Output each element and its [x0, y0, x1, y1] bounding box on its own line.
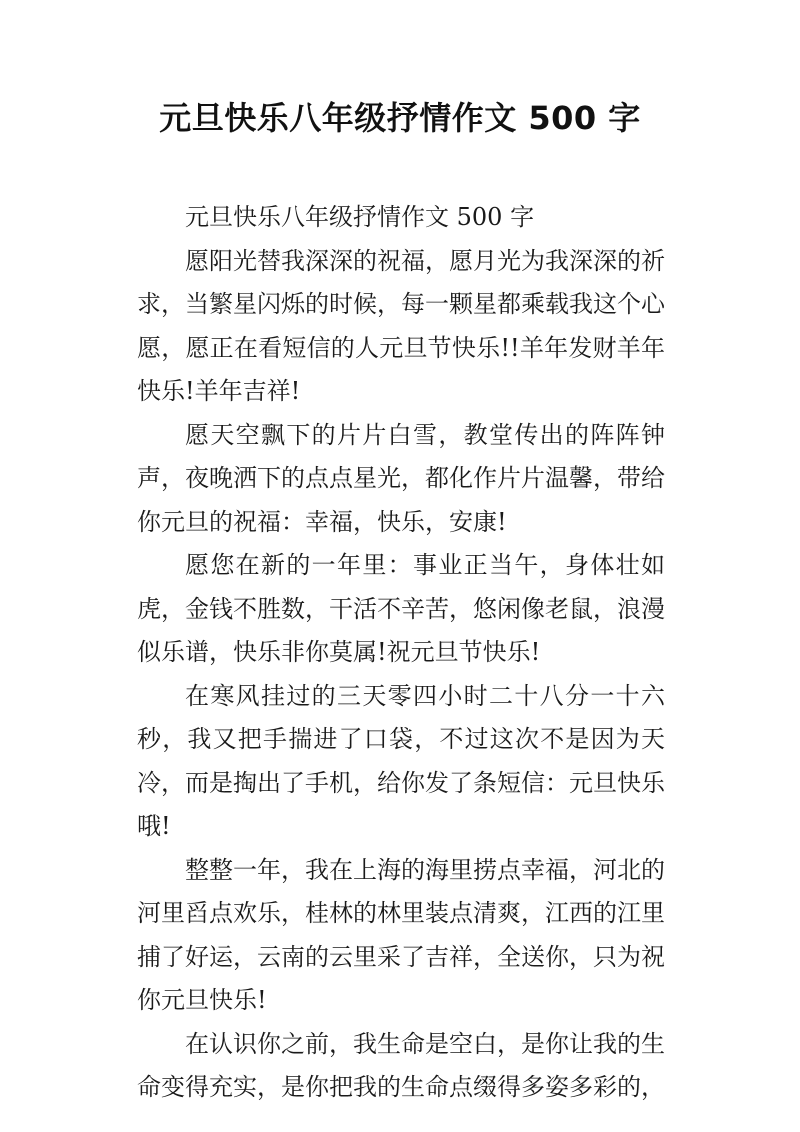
document-title: 元旦快乐八年级抒情作文 500 字 [159, 99, 641, 137]
paragraph: 愿天空飘下的片片白雪，教堂传出的阵阵钟声，夜晚洒下的点点星光，都化作片片温馨，带给你元旦的祝福：幸福，快乐，安康! [137, 420, 665, 536]
paragraph: 整整一年，我在上海的海里捞点幸福，河北的河里舀点欢乐，桂林的林里装点清爽，江西的江里捕了好运，云南的云里采了吉祥，全送你，只为祝你元旦快乐! [137, 855, 665, 1014]
paragraph: 愿阳光替我深深的祝福，愿月光为我深深的祈求，当繁星闪烁的时候，每一颗星都乘载我这个心愿，愿正在看短信的人元旦节快乐!!羊年发财羊年快乐!羊年吉祥! [137, 246, 665, 405]
paragraph: 愿您在新的一年里：事业正当午，身体壮如虎，金钱不胜数，干活不辛苦，悠闲像老鼠，浪漫似乐谱，快乐非你莫属!祝元旦节快乐! [137, 551, 665, 666]
paragraph: 在寒风挂过的三天零四小时二十八分一十六秒，我又把手揣进了口袋，不过这次不是因为天冷，而是掏出了手机，给你发了条短信：元旦快乐哦! [137, 681, 665, 840]
paragraph: 在认识你之前，我生命是空白，是你让我的生命变得充实，是你把我的生命点缀得多姿多彩的， [137, 1029, 665, 1101]
document-body [137, 196, 665, 1110]
paragraph-heading: 元旦快乐八年级抒情作文 500 字 [185, 203, 535, 231]
